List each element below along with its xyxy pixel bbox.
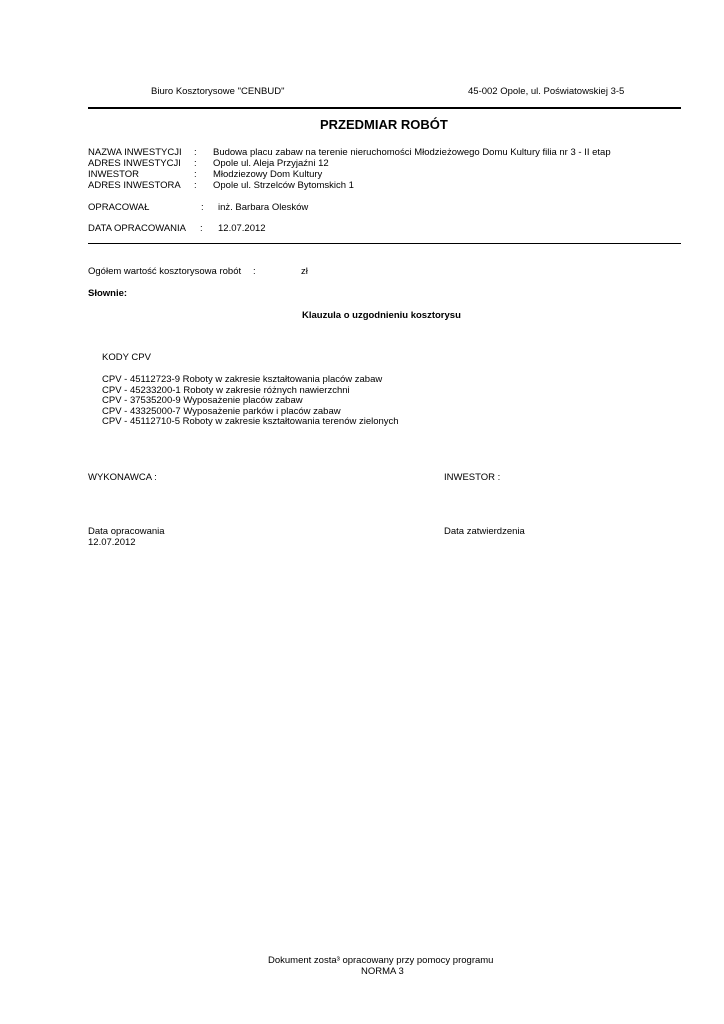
info-label: ADRES INWESTYCJI xyxy=(88,158,181,169)
cpv-item: CPV - 43325000-7 Wyposażenie parków i placów zabaw xyxy=(102,405,341,417)
cpv-item: CPV - 45112723-9 Roboty w zakresie kształtowania placów zabaw xyxy=(102,374,383,385)
info-separator: : xyxy=(194,169,197,180)
total-currency: zł xyxy=(301,266,308,277)
slownie-label: Słownie: xyxy=(88,288,128,299)
footer-note: Dokument zosta³ opracowany przy pomocy programu xyxy=(268,955,494,966)
cpv-heading: KODY CPV xyxy=(102,352,151,363)
info-label: ADRES INWESTORA xyxy=(88,180,181,191)
footer-program-name: NORMA 3 xyxy=(361,966,404,977)
cpv-item: CPV - 45233200-1 Roboty w zakresie różnych nawierzchni xyxy=(102,384,350,396)
info-value: Młodziezowy Dom Kultury xyxy=(213,169,323,180)
total-label: Ogółem wartość kosztorysowa robót xyxy=(88,266,242,277)
date-approved-label: Data zatwierdzenia xyxy=(444,526,525,537)
date-prepared-value: 12.07.2012 xyxy=(88,537,136,548)
info-divider xyxy=(88,243,681,244)
info-value: Budowa placu zabaw na terenie nieruchomości Młodzieżowego Domu Kultury filia nr 3 - II etap xyxy=(213,147,611,158)
contractor-label: WYKONAWCA : xyxy=(88,472,157,483)
date-prepared-label: Data opracowania xyxy=(88,526,165,537)
info-label: NAZWA INWESTYCJI xyxy=(88,147,182,158)
cpv-item: CPV - 45112710-5 Roboty w zakresie kształtowania terenów zielonych xyxy=(102,416,399,427)
total-separator: : xyxy=(253,266,256,277)
info-separator: : xyxy=(200,223,203,234)
info-separator: : xyxy=(194,158,197,169)
info-separator: : xyxy=(201,202,204,213)
clause-title: Klauzula o uzgodnieniu kosztorysu xyxy=(302,310,461,321)
info-value: 12.07.2012 xyxy=(218,223,266,234)
info-label: OPRACOWAŁ xyxy=(88,202,150,213)
info-value: inż. Barbara Olesków xyxy=(218,202,309,213)
company-name: Biuro Kosztorysowe "CENBUD" xyxy=(151,86,285,97)
cpv-item: CPV - 37535200-9 Wyposażenie placów zabaw xyxy=(102,395,303,406)
cpv-list xyxy=(102,375,399,428)
investor-signature-label: INWESTOR : xyxy=(444,472,501,483)
info-value: Opole ul. Strzelców Bytomskich 1 xyxy=(213,180,354,191)
info-separator: : xyxy=(194,180,197,191)
info-label: DATA OPRACOWANIA xyxy=(88,223,187,234)
header-divider xyxy=(88,107,681,109)
info-separator: : xyxy=(194,147,197,158)
company-address: 45-002 Opole, ul. Poświatowskiej 3-5 xyxy=(468,86,625,97)
info-label: INWESTOR xyxy=(88,169,140,180)
info-value: Opole ul. Aleja Przyjaźni 12 xyxy=(213,158,329,169)
page-title: PRZEDMIAR ROBÓT xyxy=(320,117,448,132)
